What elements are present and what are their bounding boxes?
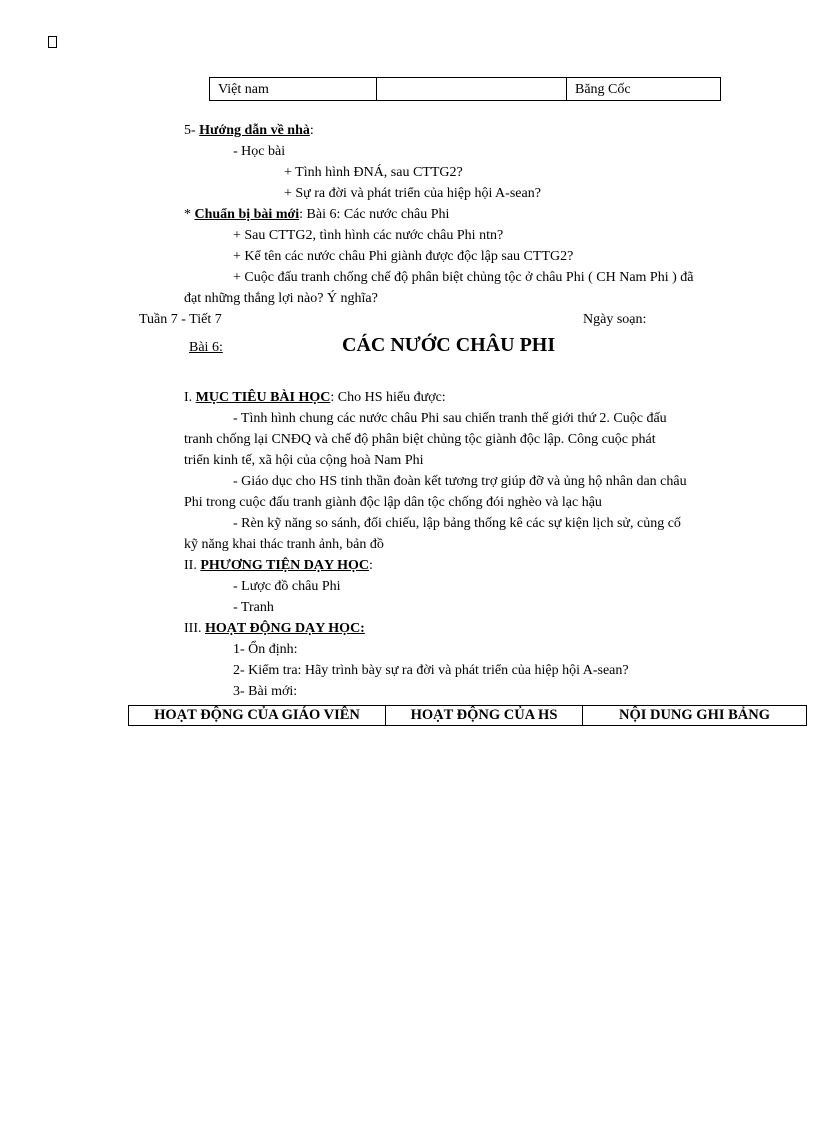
section-title: PHƯƠNG TIỆN DẠY HỌC	[200, 558, 369, 573]
activity-table	[128, 705, 807, 726]
list-item: + Cuộc đấu tranh chống chế độ phân biệt chủng tộc ở châu Phi ( CH Nam Phi ) đã	[233, 270, 694, 285]
table-row	[210, 78, 721, 101]
page-title: CÁC NƯỚC CHÂU PHI	[342, 334, 556, 356]
paragraph-line: kỹ năng khai thác tranh ảnh, bản đồ	[184, 537, 384, 552]
list-item: - Lược đồ châu Phi	[233, 579, 341, 594]
homework-colon: :	[309, 123, 314, 138]
section-number: II.	[184, 558, 197, 573]
list-item: 3- Bài mới:	[233, 684, 298, 699]
list-item: + Sau CTTG2, tình hình các nước châu Phi ntn?	[233, 228, 504, 243]
paragraph-line: - Tình hình chung các nước châu Phi sau chiến tranh thế giới thứ 2. Cuộc đấu	[233, 411, 667, 426]
section-title: HOẠT ĐỘNG DẠY HỌC:	[205, 621, 365, 636]
prepare-star: *	[184, 207, 191, 222]
table-cell: Việt nam	[210, 78, 377, 101]
section-heading	[184, 559, 373, 573]
column-header: HOẠT ĐỘNG CỦA GIÁO VIÊN	[129, 706, 386, 726]
section-rest: : Cho HS hiểu được:	[330, 390, 446, 405]
missing-glyph-icon	[48, 36, 57, 48]
column-header: NỘI DUNG GHI BẢNG	[583, 706, 807, 726]
list-item: - Học bài	[233, 144, 286, 159]
table-cell	[377, 78, 567, 101]
section-heading	[184, 622, 365, 636]
prepare-title: Chuẩn bị bài mới	[194, 207, 300, 222]
week-period: Tuần 7 - Tiết 7	[139, 312, 222, 327]
list-item: 1- Ổn định:	[233, 642, 298, 657]
list-item: + Kể tên các nước châu Phi giành được độc lập sau CTTG2?	[233, 249, 574, 264]
homework-number: 5-	[184, 123, 196, 138]
list-item: đạt những thắng lợi nào? Ý nghĩa?	[184, 291, 378, 306]
section-number: I.	[184, 390, 193, 405]
lesson-label: Bài 6:	[189, 340, 223, 355]
prepare-rest: : Bài 6: Các nước châu Phi	[299, 207, 450, 222]
paragraph-line: Phi trong cuộc đấu tranh giành độc lập dân tộc chống đói nghèo và lạc hậu	[184, 495, 602, 510]
prepare-heading	[184, 208, 449, 222]
list-item: + Sự ra đời và phát triển của hiệp hội A-sean?	[284, 186, 541, 201]
list-item: - Tranh	[233, 600, 274, 615]
paragraph-line: tranh chống lại CNĐQ và chế độ phân biệt chủng tộc giành độc lập. Công cuộc phát	[184, 432, 656, 447]
homework-heading	[184, 124, 314, 138]
paragraph-line: - Giáo dục cho HS tinh thần đoàn kết tương trợ giúp đỡ và ủng hộ nhân dan châu	[233, 474, 687, 489]
list-item: 2- Kiểm tra: Hãy trình bày sự ra đời và phát triển của hiệp hội A-sean?	[233, 663, 629, 678]
column-header: HOẠT ĐỘNG CỦA HS	[386, 706, 583, 726]
paragraph-line: - Rèn kỹ năng so sánh, đối chiếu, lập bảng thống kê các sự kiện lịch sử, củng cố	[233, 516, 681, 531]
section-title: MỤC TIÊU BÀI HỌC	[195, 390, 331, 405]
country-capital-table	[209, 77, 721, 101]
section-heading	[184, 391, 446, 405]
section-colon: :	[368, 558, 373, 573]
paragraph-line: triển kinh tế, xã hội của cộng hoà Nam Phi	[184, 453, 424, 468]
section-number: III.	[184, 621, 202, 636]
homework-title: Hướng dẫn về nhà	[199, 123, 310, 138]
table-header-row	[129, 706, 807, 726]
date-label: Ngày soạn:	[583, 312, 647, 327]
table-cell: Băng Cốc	[567, 78, 721, 101]
list-item: + Tình hình ĐNÁ, sau CTTG2?	[284, 165, 463, 180]
